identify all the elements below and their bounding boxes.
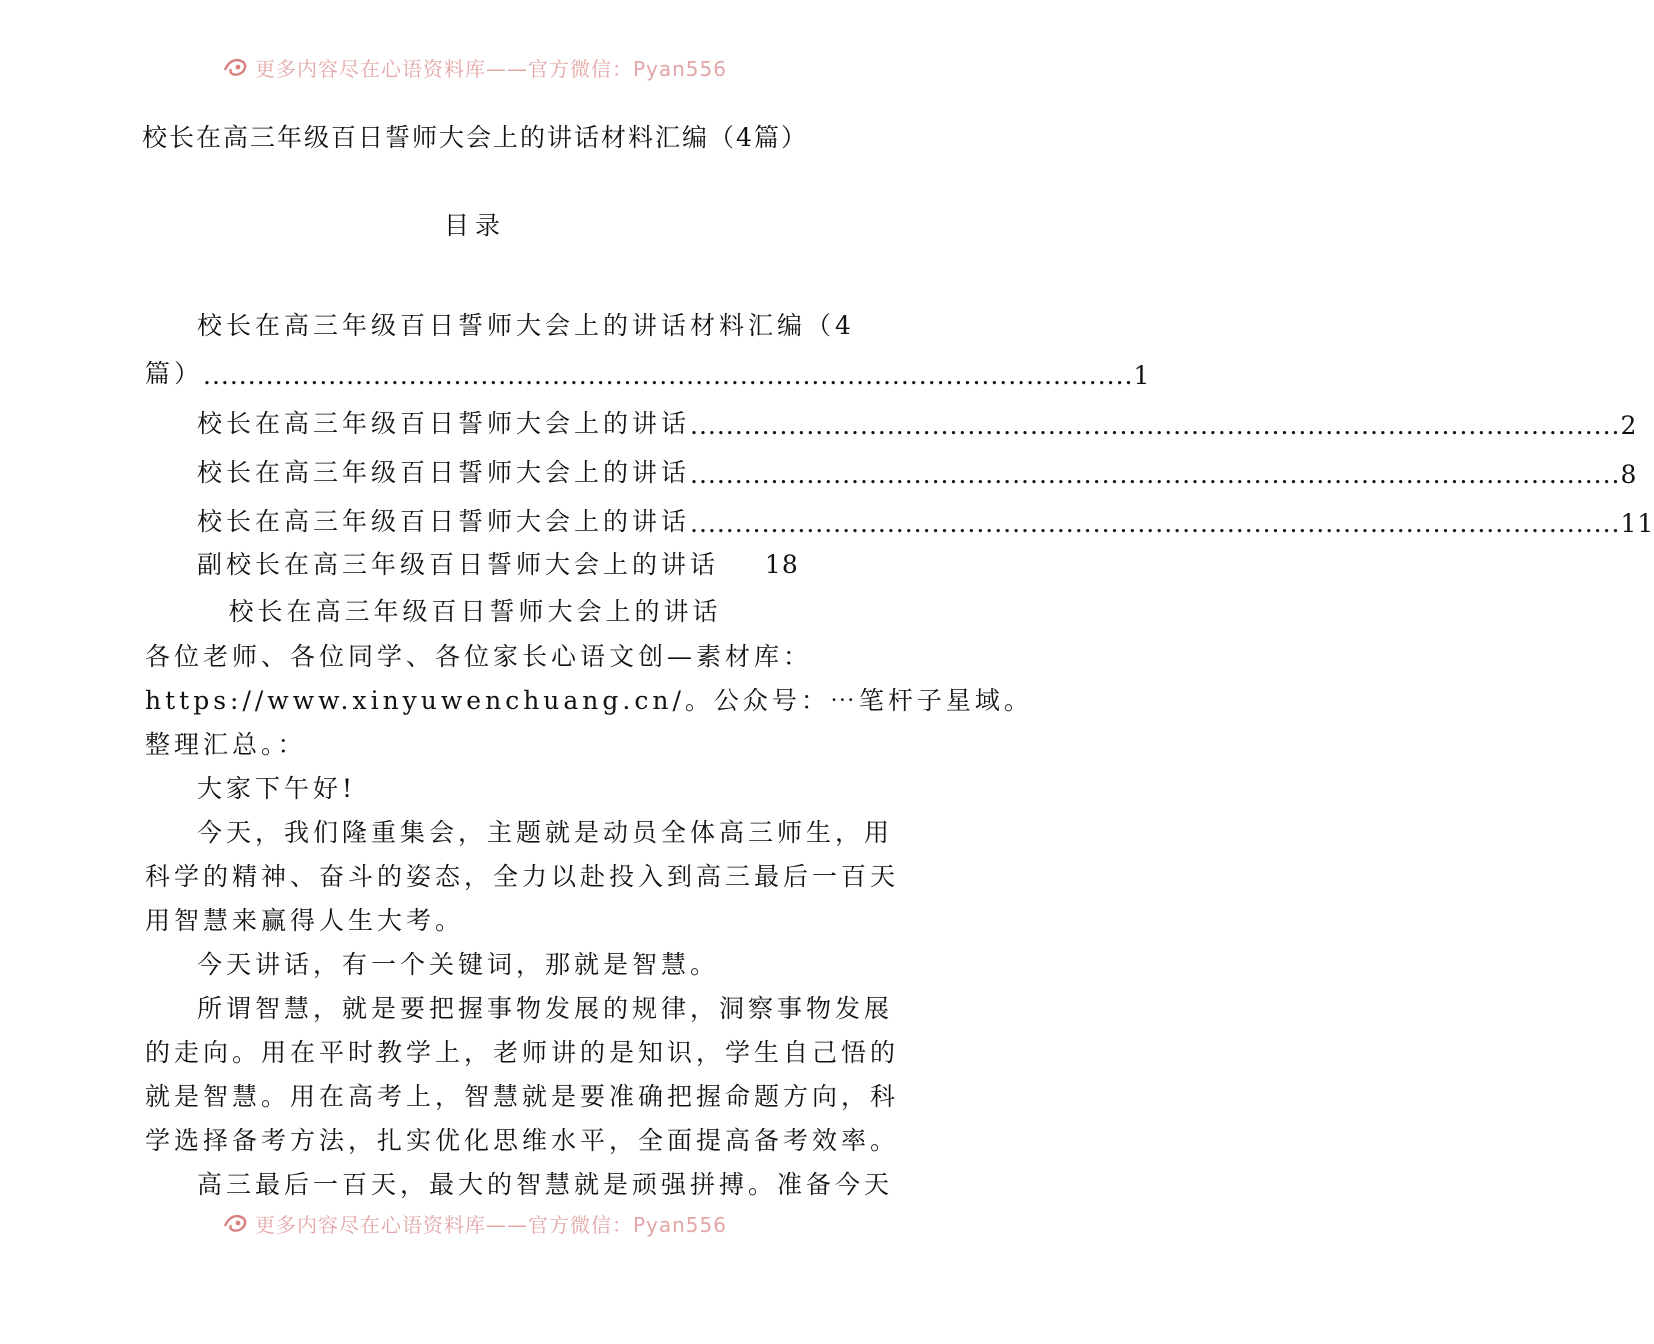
body-line: 各位老师、各位同学、各位家长心语文创—素材库：: [145, 642, 813, 671]
toc-leader: ........................................................................................................: [690, 509, 1621, 538]
toc-page-number: 11: [1620, 509, 1654, 538]
toc-entry-1-line2: 篇）: [145, 359, 204, 388]
body-line: 高三最后一百天，最大的智慧就是顽强拼搏。准备今天: [197, 1170, 894, 1199]
body-line: 的走向。用在平时教学上，老师讲的是知识，学生自己悟的: [145, 1038, 900, 1067]
toc-entry-2[interactable]: [197, 400, 1638, 440]
logo-icon: [223, 56, 249, 78]
toc-heading: 目录: [443, 211, 506, 240]
logo-icon: [223, 1212, 249, 1234]
toc-leader: ........................................................................................................: [203, 361, 1134, 390]
watermark-text: 更多内容尽在心语资料库——官方微信：Pyan556: [254, 1212, 727, 1237]
toc-page-number: 8: [1620, 460, 1638, 489]
body-line: 就是智慧。用在高考上，智慧就是要准确把握命题方向，科: [145, 1082, 900, 1111]
toc-entry-label: 校长在高三年级百日誓师大会上的讲话: [197, 409, 691, 438]
toc-entry-3[interactable]: [197, 449, 1638, 489]
body-line: 今天讲话，有一个关键词，那就是智慧。: [197, 950, 720, 979]
toc-entry-5[interactable]: [197, 545, 799, 581]
body-line: 所谓智慧，就是要把握事物发展的规律，洞察事物发展: [197, 994, 894, 1023]
body-line: 用智慧来赢得人生大考。: [145, 906, 465, 935]
toc-entry-1[interactable]: [145, 350, 1151, 390]
toc-page-number: 1: [1133, 361, 1151, 390]
toc-entry-label: 副校长在高三年级百日誓师大会上的讲话: [197, 550, 720, 579]
toc-entry-1-line1[interactable]: 校长在高三年级百日誓师大会上的讲话材料汇编（4: [197, 311, 855, 340]
watermark-footer: [0, 1208, 950, 1238]
body-line: 科学的精神、奋斗的姿态，全力以赴投入到高三最后一百天: [145, 862, 900, 891]
body-line: 大家下午好!: [197, 774, 357, 803]
toc-page-number: 2: [1620, 411, 1638, 440]
watermark-text: 更多内容尽在心语资料库——官方微信：Pyan556: [254, 56, 727, 81]
watermark-header: [0, 52, 950, 82]
toc-page-number: 18: [764, 550, 799, 579]
section-title: 校长在高三年级百日誓师大会上的讲话: [228, 597, 722, 626]
body-line: 整理汇总。：: [145, 730, 307, 759]
toc-leader: ........................................................................................................: [690, 411, 1621, 440]
toc-entry-label: 校长在高三年级百日誓师大会上的讲话: [197, 458, 691, 487]
body-line: 学选择备考方法，扎实优化思维水平，全面提高备考效率。: [145, 1126, 900, 1155]
document-title: 校长在高三年级百日誓师大会上的讲话材料汇编（4篇）: [142, 123, 808, 152]
body-line: 今天，我们隆重集会，主题就是动员全体高三师生，用: [197, 818, 894, 847]
toc-entry-4[interactable]: [197, 498, 1654, 538]
toc-entry-label: 校长在高三年级百日誓师大会上的讲话: [197, 507, 691, 536]
body-line: https://www.xinyuwenchuang.cn/。公众号：⋯笔杆子星域。: [145, 686, 1033, 715]
toc-leader: ........................................................................................................: [690, 460, 1621, 489]
